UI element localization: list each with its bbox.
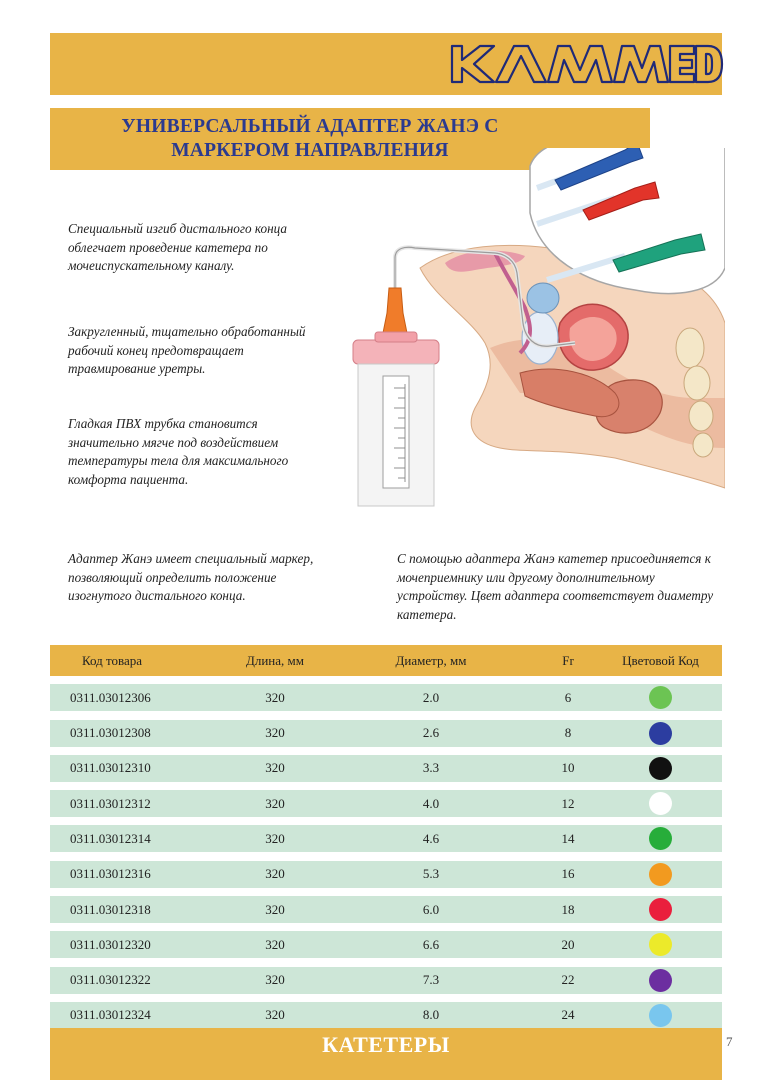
cell-code: 0311.03012316 [70,866,151,882]
color-swatch [649,898,672,921]
text-distal-curve: Специальный изгиб дистального конца облегчает проведение катетера по мочеиспускательному каналу. [68,221,288,273]
cell-length: 320 [265,725,285,741]
cell-diameter: 4.0 [422,795,440,811]
header-color-code: Цветовой Код [622,652,699,668]
color-swatch [649,863,672,886]
cell-code: 0311.03012314 [70,830,151,846]
color-swatch [649,757,672,780]
cell-fr: 16 [561,866,575,882]
cell-length: 320 [265,795,285,811]
page-number: 7 [726,1034,733,1049]
table-row [50,720,722,747]
cell-fr: 14 [561,830,575,846]
cell-length: 320 [265,830,285,846]
cell-color-code [599,933,722,956]
catheter-anatomy-illustration [325,148,725,513]
header-diameter: Диаметр, мм [395,652,467,668]
color-swatch [649,827,672,850]
cell-color-code [599,792,722,815]
cell-code: 0311.03012308 [70,725,151,741]
table-row [50,1002,722,1029]
cell-color-code [599,827,722,850]
table-row [50,790,722,817]
cell-fr: 18 [561,901,575,917]
cell-code: 0311.03012324 [70,1007,151,1023]
table-row [50,896,722,923]
table-row [50,825,722,852]
cell-code: 0311.03012312 [70,795,151,811]
cell-color-code [599,686,722,709]
cell-color-code [599,757,722,780]
cell-length: 320 [265,689,285,705]
cell-diameter: 8.0 [422,1007,440,1023]
cell-fr: 6 [564,689,572,705]
header-code: Код товара [82,652,143,668]
table-row [50,931,722,958]
cell-diameter: 2.6 [422,725,440,741]
cell-diameter: 5.3 [422,866,440,882]
page-title-line2: МАРКЕРОМ НАПРАВЛЕНИЯ [171,140,449,161]
cell-diameter: 3.3 [422,760,440,776]
cell-length: 320 [265,760,285,776]
cell-length: 320 [265,866,285,882]
table-row [50,755,722,782]
product-table [50,645,722,1029]
cell-code: 0311.03012322 [70,972,151,988]
cell-fr: 22 [561,972,575,988]
cell-fr: 24 [561,1007,575,1023]
collector-cap [353,340,439,364]
text-rounded-tip: Закругленный, тщательно обработанный рабочий конец предотвращает травмирование уретры. [68,324,306,376]
cell-color-code [599,969,722,992]
text-adapter-connection: С помощью адаптера Жанэ катетер присоединяется к мочеприемнику или другому дополнительному устройству. Цвет адаптера соответствует диаметру катетера. [397,551,714,622]
color-swatch [649,722,672,745]
cell-length: 320 [265,1007,285,1023]
cell-fr: 12 [561,795,575,811]
kammed-logo [448,40,724,88]
table-row [50,684,722,711]
cell-diameter: 6.6 [422,936,440,952]
color-swatch [649,686,672,709]
cell-code: 0311.03012320 [70,936,151,952]
cell-diameter: 6.0 [422,901,440,917]
header-fr: Fr [562,652,574,668]
table-row [50,967,722,994]
cell-fr: 20 [561,936,575,952]
color-swatch [649,792,672,815]
cell-code: 0311.03012306 [70,689,151,705]
cell-color-code [599,722,722,745]
cell-length: 320 [265,901,285,917]
color-swatch [649,1004,672,1027]
cell-fr: 10 [561,760,575,776]
table-header [50,645,722,676]
cell-fr: 8 [564,725,572,741]
cell-color-code [599,863,722,886]
page-title-line1: УНИВЕРСАЛЬНЫЙ АДАПТЕР ЖАНЭ С [121,116,499,137]
text-pvc-tube: Гладкая ПВХ трубка становится значительно мягче под воздействием температуры тела для максимального комфорта пациента. [68,416,289,487]
cell-diameter: 4.6 [422,830,440,846]
cell-diameter: 7.3 [422,972,440,988]
section-title: КАТЕТЕРЫ [322,1032,450,1057]
header-length: Длина, мм [246,652,304,668]
text-adapter-marker: Адаптер Жанэ имеет специальный маркер, позволяющий определить положение изогнутого дистального конца. [68,551,314,603]
cell-diameter: 2.0 [422,689,440,705]
table-row [50,861,722,888]
cell-length: 320 [265,936,285,952]
cell-color-code [599,898,722,921]
cell-code: 0311.03012310 [70,760,151,776]
color-swatch [649,933,672,956]
cell-code: 0311.03012318 [70,901,151,917]
cell-length: 320 [265,972,285,988]
color-swatch [649,969,672,992]
cell-color-code [599,1004,722,1027]
orange-adapter [383,288,407,333]
